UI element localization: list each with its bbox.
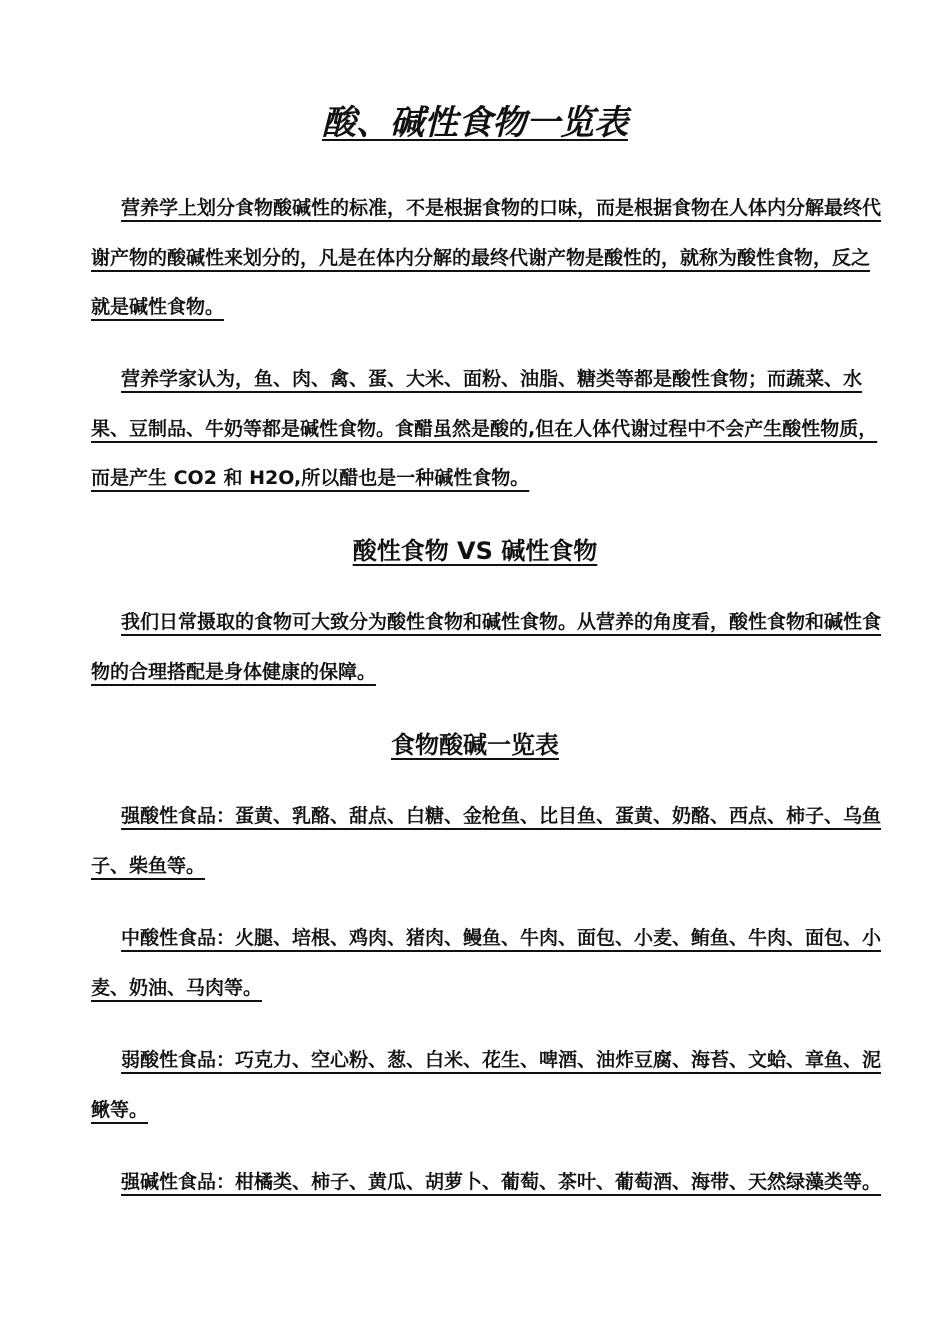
intro-paragraph-1 xyxy=(91,184,881,333)
list-item-weak-acid-text: 弱酸性食品：巧克力、空心粉、葱、白米、花生、啤酒、油炸豆腐、海苔、文蛤、章鱼、泥鳅等。 xyxy=(91,1049,882,1121)
section1-paragraph-text: 我们日常摄取的食物可大致分为酸性食物和碱性食物。从营养的角度看，酸性食物和碱性食物的合理搭配是身体健康的保障。 xyxy=(91,611,882,683)
intro-paragraph-2-text: 营养学家认为，鱼、肉、禽、蛋、大米、面粉、油脂、糖类等都是酸性食物；而蔬菜、水果、豆制品、牛奶等都是碱性食物。食醋虽然是酸的,但在人体代谢过程中不会产生酸性物质，而是产生 CO2 和 H2O,所以醋也是一种碱性食物。 xyxy=(91,368,878,489)
list-item-strong-acid-text: 强酸性食品：蛋黄、乳酪、甜点、白糖、金枪鱼、比目鱼、蛋黄、奶酪、西点、柿子、乌鱼子、柴鱼等。 xyxy=(91,805,882,877)
intro-paragraph-1-text: 营养学上划分食物酸碱性的标准，不是根据食物的口味，而是根据食物在人体内分解最终代谢产物的酸碱性来划分的，凡是在体内分解的最终代谢产物是酸性的，就称为酸性食物，反之就是碱性食物。 xyxy=(91,197,882,318)
section1-paragraph xyxy=(91,598,881,697)
section-heading-acid-vs-alkaline-text: 酸性食物 VS 碱性食物 xyxy=(352,537,598,565)
section-heading-food-table-text: 食物酸碱一览表 xyxy=(391,731,559,759)
list-item-strong-alkaline xyxy=(91,1158,881,1208)
section-heading-acid-vs-alkaline xyxy=(0,533,950,569)
intro-paragraph-2 xyxy=(91,355,881,504)
list-item-medium-acid-text: 中酸性食品：火腿、培根、鸡肉、猪肉、鳗鱼、牛肉、面包、小麦、鲔鱼、牛肉、面包、小麦、奶油、马肉等。 xyxy=(91,927,882,999)
list-item-strong-alkaline-text: 强碱性食品：柑橘类、柿子、黄瓜、胡萝卜、葡萄、茶叶、葡萄酒、海带、天然绿藻类等。 xyxy=(121,1171,882,1193)
list-item-strong-acid xyxy=(91,792,881,891)
list-item-weak-acid xyxy=(91,1036,881,1135)
list-item-medium-acid xyxy=(91,914,881,1013)
section-heading-food-table xyxy=(0,727,950,763)
page-title xyxy=(0,98,950,148)
page-title-text: 酸、碱性食物一览表 xyxy=(322,103,628,143)
